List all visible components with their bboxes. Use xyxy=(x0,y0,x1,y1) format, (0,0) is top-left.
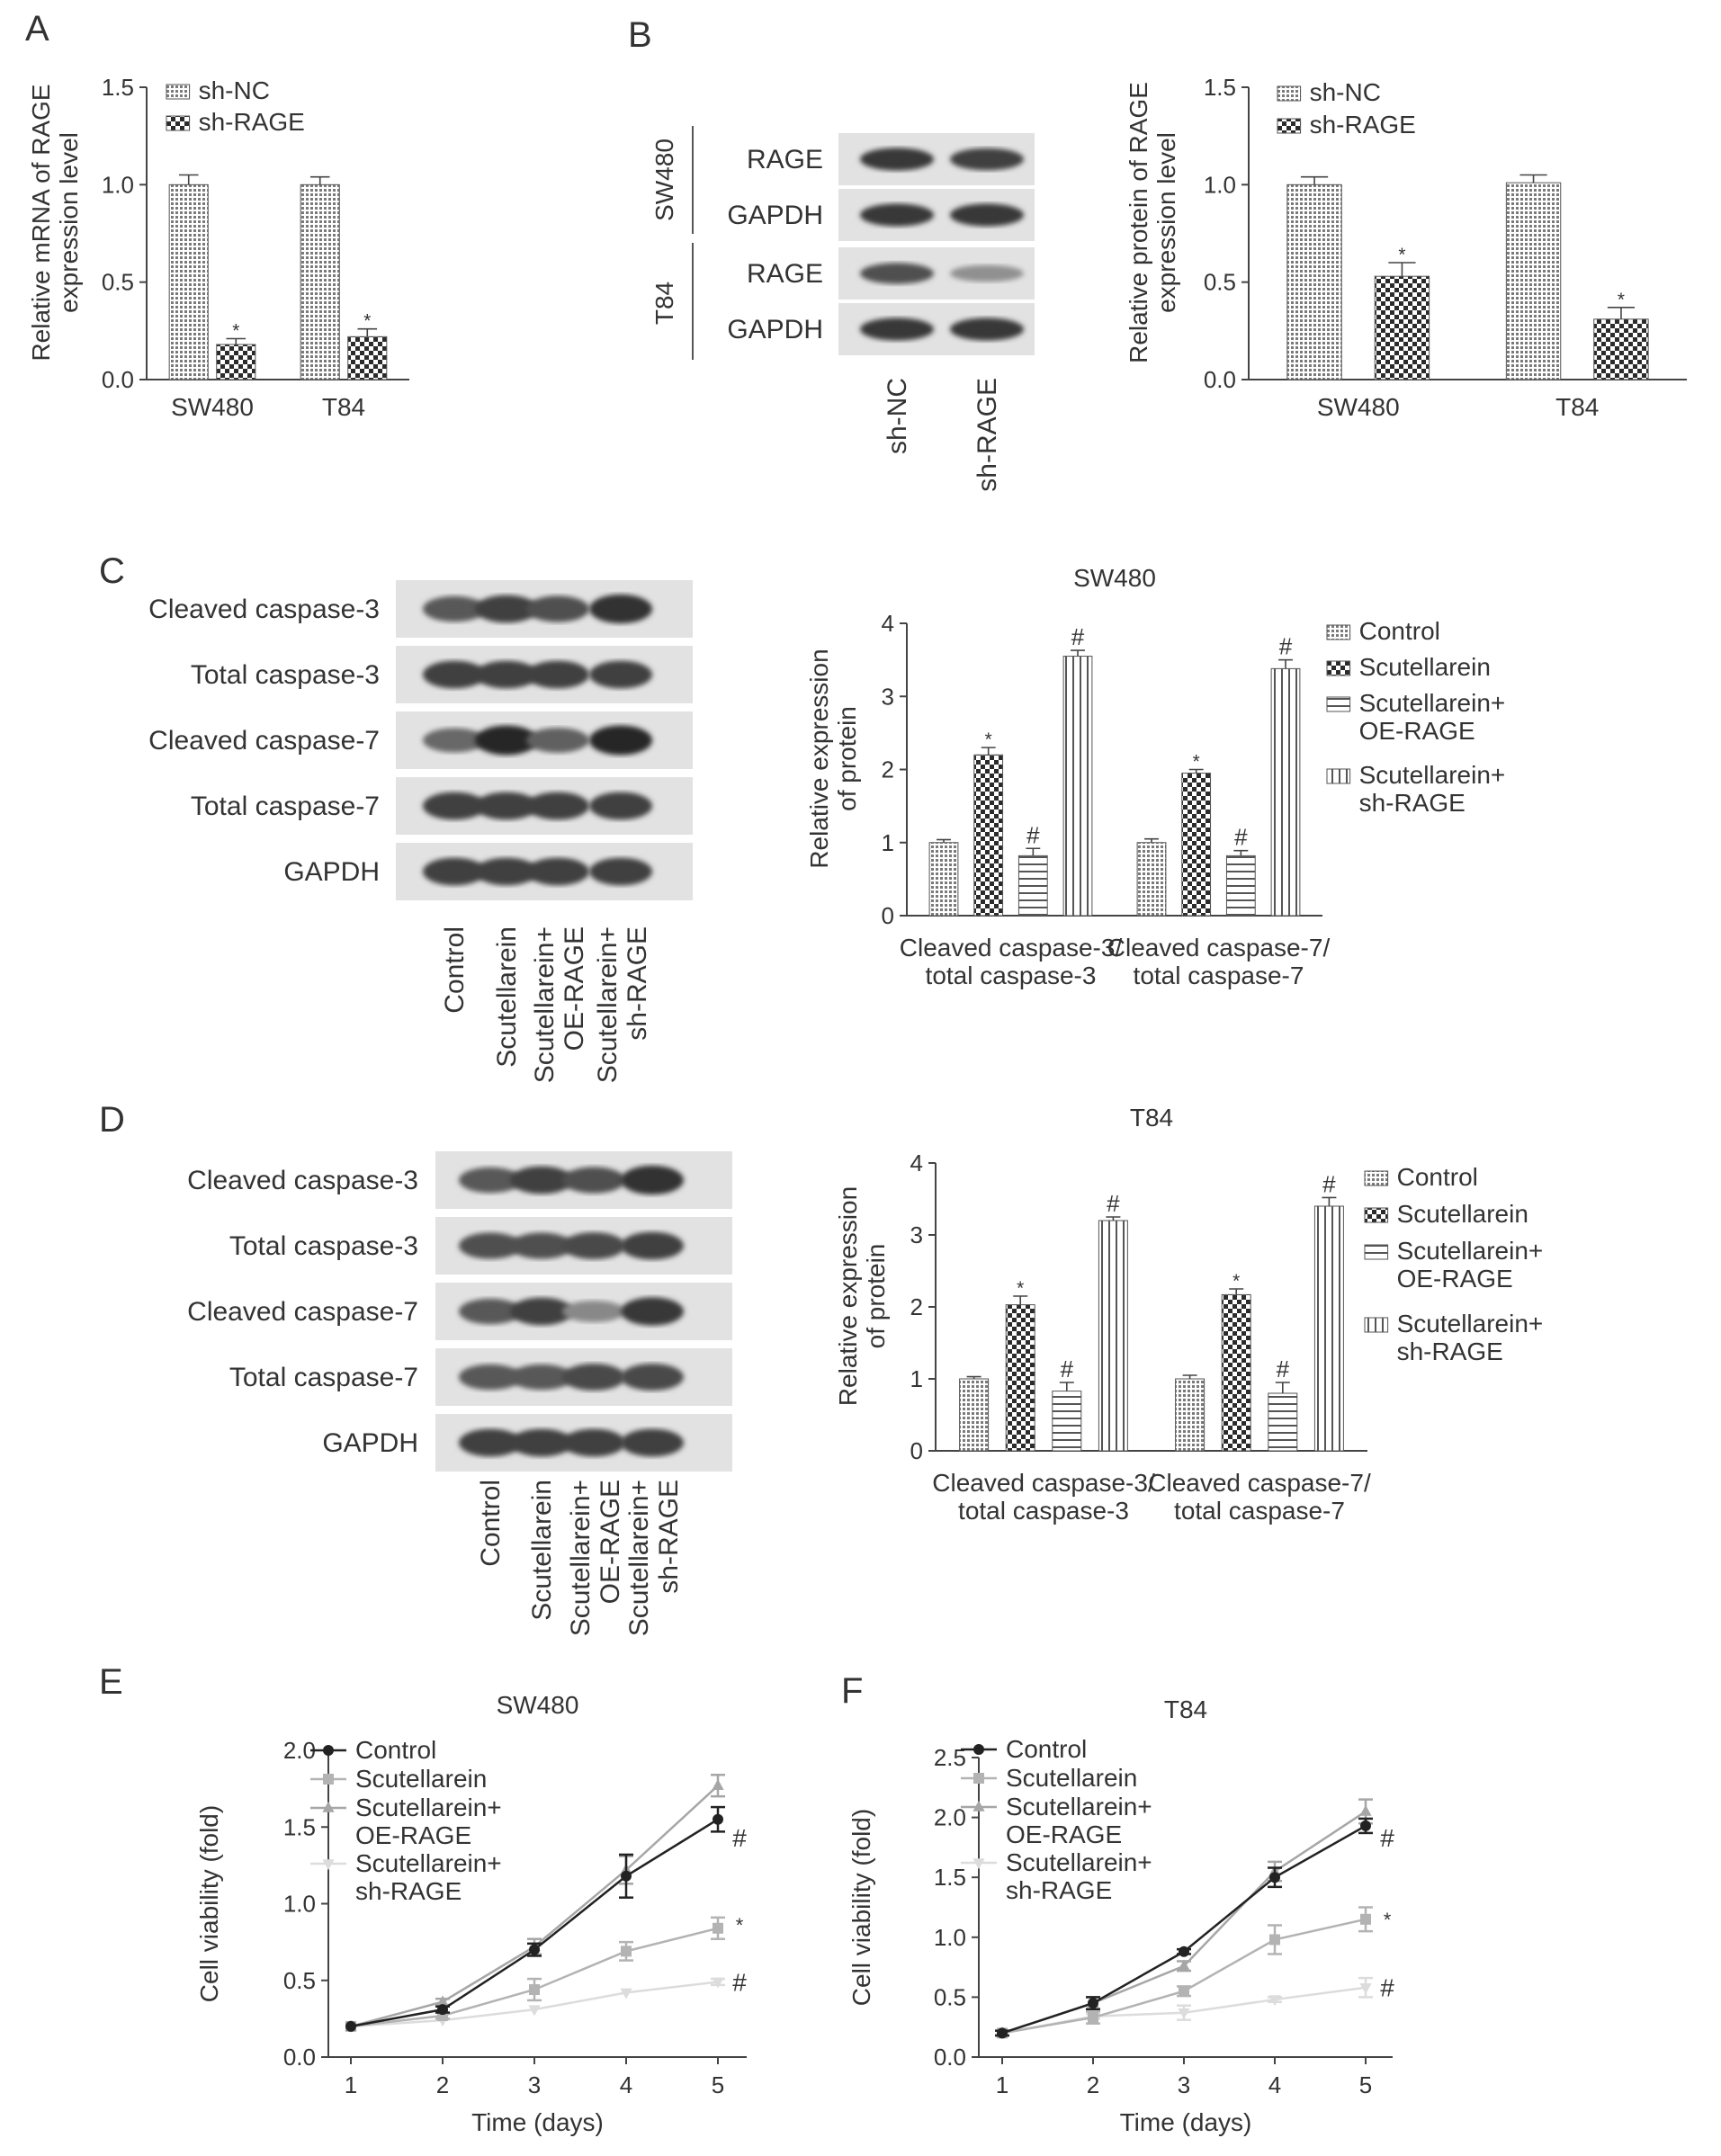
blot-band xyxy=(950,265,1024,282)
data-point xyxy=(529,1984,540,1995)
blot-band xyxy=(621,1166,684,1194)
significance-mark: # xyxy=(1322,1170,1336,1198)
blot-row-label: Cleaved caspase-7 xyxy=(187,1297,418,1327)
panel-letter-c: C xyxy=(99,551,125,591)
blot-band xyxy=(589,726,652,756)
blot-row-label: Total caspase-3 xyxy=(229,1231,418,1261)
y-axis-label: Relative expressionof protein xyxy=(805,649,861,869)
legend-swatch xyxy=(1277,86,1301,101)
bar xyxy=(217,344,255,380)
panel-letter-b: B xyxy=(628,15,652,55)
significance-mark: # xyxy=(1234,823,1248,851)
significance-mark: * xyxy=(1017,1278,1025,1299)
chart-title: SW480 xyxy=(1073,564,1156,592)
legend-swatch xyxy=(1327,625,1350,640)
x-tick-label: 1 xyxy=(344,2071,358,2098)
blot-lane-label: sh-NC xyxy=(883,378,912,455)
blot-row-label: RAGE xyxy=(746,145,823,174)
x-category-label: Cleaved caspase-3/ total caspase-3 xyxy=(899,934,1123,989)
blot-row-label: Cleaved caspase-3 xyxy=(148,595,380,624)
data-point xyxy=(712,1779,723,1790)
panel-letter-a: A xyxy=(25,9,49,49)
panel-letter-f: F xyxy=(841,1671,864,1711)
y-tick-label: 0.5 xyxy=(1203,268,1236,296)
x-category-label: T84 xyxy=(1555,393,1600,421)
blot-lane-label: Scutellarein+OE-RAGE xyxy=(566,1480,625,1637)
bar xyxy=(1268,1393,1297,1451)
significance-mark: # xyxy=(1107,1190,1120,1217)
x-tick-label: 4 xyxy=(1268,2071,1282,2098)
data-point xyxy=(713,1814,723,1825)
blot-band xyxy=(562,1364,625,1391)
blot-band xyxy=(860,263,934,283)
data-point xyxy=(323,1745,334,1756)
bar xyxy=(169,184,208,380)
legend-label: Control xyxy=(355,1736,437,1764)
data-point xyxy=(1360,1821,1371,1831)
blot-row-label: Total caspase-7 xyxy=(190,792,380,821)
legend-label: Scutellarein+ sh-RAGE xyxy=(1358,761,1506,817)
bar xyxy=(929,843,958,916)
data-point xyxy=(1179,1986,1189,1997)
y-tick-label: 2 xyxy=(910,1293,923,1320)
legend-swatch xyxy=(1365,1171,1388,1185)
y-tick-label: 1.0 xyxy=(1203,171,1236,199)
line-chart-f xyxy=(847,1695,1394,2136)
significance-mark: # xyxy=(732,1968,747,1997)
data-point xyxy=(323,1774,334,1785)
blot-row-label: Cleaved caspase-7 xyxy=(148,726,380,756)
blot-row-label: GAPDH xyxy=(727,201,823,230)
chart-title: T84 xyxy=(1129,1104,1174,1132)
legend-swatch xyxy=(1327,769,1350,783)
blot-band xyxy=(621,1364,684,1391)
blot-lane-label: Scutellarein+OE-RAGE xyxy=(530,926,589,1084)
western-blot-b xyxy=(650,126,1035,492)
significance-mark: # xyxy=(1026,821,1040,849)
y-tick-label: 1.5 xyxy=(1203,74,1236,101)
bar-chart-d xyxy=(834,1104,1543,1525)
y-axis-label: Relative expressionof protein xyxy=(834,1185,890,1407)
y-tick-label: 1.0 xyxy=(101,171,134,199)
legend-label: sh-NC xyxy=(198,76,270,104)
bar xyxy=(960,1379,989,1451)
significance-mark: * xyxy=(1383,1908,1392,1931)
data-point xyxy=(973,1773,984,1784)
legend-swatch xyxy=(166,85,190,99)
chart-title: SW480 xyxy=(496,1691,579,1719)
legend-label: Scutellarein+ OE-RAGE xyxy=(1006,1793,1152,1848)
bar xyxy=(974,755,1003,916)
blot-band xyxy=(589,661,652,689)
y-tick-label: 3 xyxy=(881,683,894,711)
bar xyxy=(1314,1206,1343,1451)
blot-band xyxy=(860,148,934,170)
x-tick-label: 3 xyxy=(527,2071,542,2098)
x-tick-label: 5 xyxy=(1358,2071,1373,2098)
y-tick-label: 0.0 xyxy=(101,366,134,393)
blot-band xyxy=(526,728,589,753)
x-tick-label: 4 xyxy=(619,2071,633,2098)
blot-row-label: Cleaved caspase-3 xyxy=(187,1166,418,1195)
data-point xyxy=(713,1923,723,1934)
blot-lane-label: Scutellarein xyxy=(527,1480,557,1621)
significance-mark: * xyxy=(984,729,992,751)
bar xyxy=(1176,1379,1205,1451)
bar xyxy=(348,336,387,380)
blot-group-label: SW480 xyxy=(650,139,678,221)
y-tick-label: 2 xyxy=(881,756,894,783)
y-tick-label: 1.0 xyxy=(282,1890,316,1918)
blot-lane-label: Control xyxy=(440,926,470,1014)
y-tick-label: 1.5 xyxy=(933,1864,966,1892)
y-tick-label: 2.5 xyxy=(933,1744,966,1771)
bar xyxy=(1226,855,1255,916)
legend-label: Control xyxy=(1396,1163,1478,1191)
bar xyxy=(1287,184,1341,380)
legend-label: Scutellarein+ sh-RAGE xyxy=(355,1849,502,1905)
legend-label: Scutellarein xyxy=(1396,1200,1528,1228)
x-category-label: Cleaved caspase-3/ total caspase-3 xyxy=(932,1469,1155,1525)
bar xyxy=(1375,276,1429,380)
western-blot-d xyxy=(187,1151,732,1636)
data-point xyxy=(437,2004,448,2015)
significance-mark: # xyxy=(1276,1355,1290,1382)
legend-label: Control xyxy=(1358,617,1440,645)
blot-band xyxy=(589,792,652,820)
blot-row-label: Total caspase-3 xyxy=(190,660,380,690)
data-point xyxy=(997,2027,1008,2038)
x-category-label: Cleaved caspase-7/ total caspase-7 xyxy=(1107,934,1331,989)
legend-label: Control xyxy=(1006,1735,1088,1763)
significance-mark: * xyxy=(735,1913,744,1937)
data-point xyxy=(1088,1998,1098,2008)
y-tick-label: 2.0 xyxy=(933,1803,966,1831)
legend-label: Scutellarein+ sh-RAGE xyxy=(1006,1848,1152,1904)
data-point xyxy=(1360,1914,1371,1925)
x-tick-label: 2 xyxy=(435,2071,450,2098)
x-category-label: SW480 xyxy=(1316,393,1400,421)
blot-lane-label: Control xyxy=(476,1480,506,1567)
y-axis-label: Relative mRNA of RAGEexpression level xyxy=(27,84,83,362)
western-blot-c xyxy=(148,580,693,1083)
data-point xyxy=(1359,1805,1371,1816)
bar xyxy=(1506,183,1560,380)
x-category-label: SW480 xyxy=(171,393,254,421)
blot-band xyxy=(621,1429,684,1457)
y-tick-label: 0.5 xyxy=(933,1983,966,2011)
blot-row-label: GAPDH xyxy=(727,315,823,344)
legend-swatch xyxy=(1365,1318,1388,1332)
significance-mark: * xyxy=(1232,1271,1241,1292)
blot-band xyxy=(526,661,589,689)
y-tick-label: 0.5 xyxy=(101,268,134,296)
blot-lane-label: Scutellarein+sh-RAGE xyxy=(624,1480,684,1637)
y-axis-label: Cell viability (fold) xyxy=(195,1804,223,2003)
legend-swatch xyxy=(1327,661,1350,675)
blot-band xyxy=(526,595,589,622)
significance-mark: # xyxy=(1278,632,1293,660)
blot-band xyxy=(562,1167,625,1193)
bar xyxy=(300,184,339,380)
legend-swatch xyxy=(1277,119,1301,133)
significance-mark: * xyxy=(1617,289,1625,310)
y-tick-label: 2.0 xyxy=(282,1737,316,1764)
significance-mark: # xyxy=(1380,1824,1394,1853)
blot-lane-label: Scutellarein+sh-RAGE xyxy=(593,926,652,1084)
blot-row-label: GAPDH xyxy=(322,1428,418,1458)
y-tick-label: 0.0 xyxy=(282,2044,316,2071)
legend-swatch xyxy=(166,116,190,130)
y-tick-label: 1 xyxy=(910,1365,923,1392)
legend-label: sh-RAGE xyxy=(1309,111,1416,139)
blot-lane-label: Scutellarein xyxy=(492,926,522,1068)
legend-label: Scutellarein+ OE-RAGE xyxy=(1396,1237,1544,1293)
y-tick-label: 1 xyxy=(881,828,894,856)
y-tick-label: 3 xyxy=(910,1221,923,1248)
y-tick-label: 0.0 xyxy=(933,2044,966,2071)
legend-label: Scutellarein xyxy=(355,1765,488,1793)
legend-label: Scutellarein xyxy=(1358,653,1491,681)
legend-label: Scutellarein xyxy=(1006,1764,1138,1792)
bar-chart-c xyxy=(805,564,1505,989)
blot-band xyxy=(950,203,1024,226)
data-point xyxy=(1269,1872,1280,1883)
blot-band xyxy=(526,858,589,886)
y-tick-label: 1.0 xyxy=(933,1923,966,1951)
bar xyxy=(1271,668,1300,916)
x-category-label: Cleaved caspase-7/ total caspase-7 xyxy=(1148,1469,1371,1525)
blot-band xyxy=(621,1232,684,1260)
significance-mark: # xyxy=(732,1824,747,1853)
bar xyxy=(1594,319,1648,380)
blot-band xyxy=(562,1232,625,1259)
legend-label: Scutellarein+ OE-RAGE xyxy=(355,1794,502,1849)
blot-band xyxy=(950,148,1024,171)
bar-chart-a xyxy=(27,74,409,421)
blot-band xyxy=(589,858,652,886)
data-point xyxy=(621,1871,632,1882)
bar xyxy=(1018,855,1047,916)
legend-swatch xyxy=(1327,697,1350,711)
legend-swatch xyxy=(1365,1208,1388,1222)
blot-row-label: GAPDH xyxy=(283,857,380,887)
legend-swatch xyxy=(1365,1245,1388,1259)
y-tick-label: 0 xyxy=(881,902,894,929)
y-axis-label: Cell viability (fold) xyxy=(847,1808,875,2007)
y-tick-label: 4 xyxy=(881,610,894,637)
data-point xyxy=(529,1945,540,1955)
significance-mark: # xyxy=(1060,1355,1074,1382)
bar xyxy=(1182,774,1211,916)
blot-row-label: RAGE xyxy=(746,259,823,289)
legend-label: sh-NC xyxy=(1309,78,1381,106)
chart-title: T84 xyxy=(1163,1695,1208,1723)
y-tick-label: 0.0 xyxy=(1203,366,1236,393)
bar xyxy=(1006,1305,1035,1451)
blot-band xyxy=(860,318,934,340)
significance-mark: # xyxy=(1071,623,1085,651)
x-tick-label: 2 xyxy=(1086,2071,1100,2098)
y-tick-label: 0 xyxy=(910,1437,923,1464)
blot-band xyxy=(621,1297,684,1326)
blot-row-label: Total caspase-7 xyxy=(229,1363,418,1392)
blot-band xyxy=(562,1301,625,1322)
legend-label: Scutellarein+ OE-RAGE xyxy=(1358,689,1506,745)
x-tick-label: 3 xyxy=(1177,2071,1191,2098)
bar xyxy=(1063,657,1092,916)
y-tick-label: 1.5 xyxy=(101,74,134,101)
bar-chart-b xyxy=(1125,74,1687,421)
x-tick-label: 1 xyxy=(995,2071,1009,2098)
significance-mark: # xyxy=(1380,1973,1394,2002)
x-axis-label: Time (days) xyxy=(1119,2108,1252,2136)
significance-mark: * xyxy=(1192,751,1200,773)
blot-band xyxy=(860,203,934,226)
significance-mark: * xyxy=(232,320,240,342)
bar xyxy=(1137,843,1166,916)
x-axis-label: Time (days) xyxy=(471,2108,604,2136)
legend-label: Scutellarein+ sh-RAGE xyxy=(1396,1310,1544,1365)
data-point xyxy=(1088,2012,1098,2023)
data-point xyxy=(345,2021,356,2032)
bar xyxy=(1053,1391,1081,1451)
panel-letter-e: E xyxy=(99,1662,123,1702)
y-tick-label: 0.5 xyxy=(282,1966,316,1994)
blot-lane-label: sh-RAGE xyxy=(973,378,1002,492)
bar xyxy=(1098,1221,1127,1451)
line-chart-e xyxy=(195,1691,747,2136)
y-tick-label: 4 xyxy=(910,1150,923,1176)
data-point xyxy=(1179,1946,1189,1957)
bar xyxy=(1222,1294,1250,1451)
panel-letter-d: D xyxy=(99,1100,125,1140)
legend-label: sh-RAGE xyxy=(198,108,305,136)
data-point xyxy=(973,1744,984,1755)
blot-group-label: T84 xyxy=(650,281,678,326)
y-axis-label: Relative protein of RAGEexpression level xyxy=(1125,82,1180,363)
x-tick-label: 5 xyxy=(711,2071,725,2098)
blot-band xyxy=(562,1429,625,1457)
significance-mark: * xyxy=(363,310,372,332)
blot-band xyxy=(526,792,589,820)
x-category-label: T84 xyxy=(321,393,366,421)
y-tick-label: 1.5 xyxy=(282,1813,316,1841)
blot-band xyxy=(950,318,1024,340)
data-point xyxy=(621,1946,632,1956)
blot-band xyxy=(589,595,652,623)
significance-mark: * xyxy=(1398,245,1406,265)
data-point xyxy=(1269,1934,1280,1945)
